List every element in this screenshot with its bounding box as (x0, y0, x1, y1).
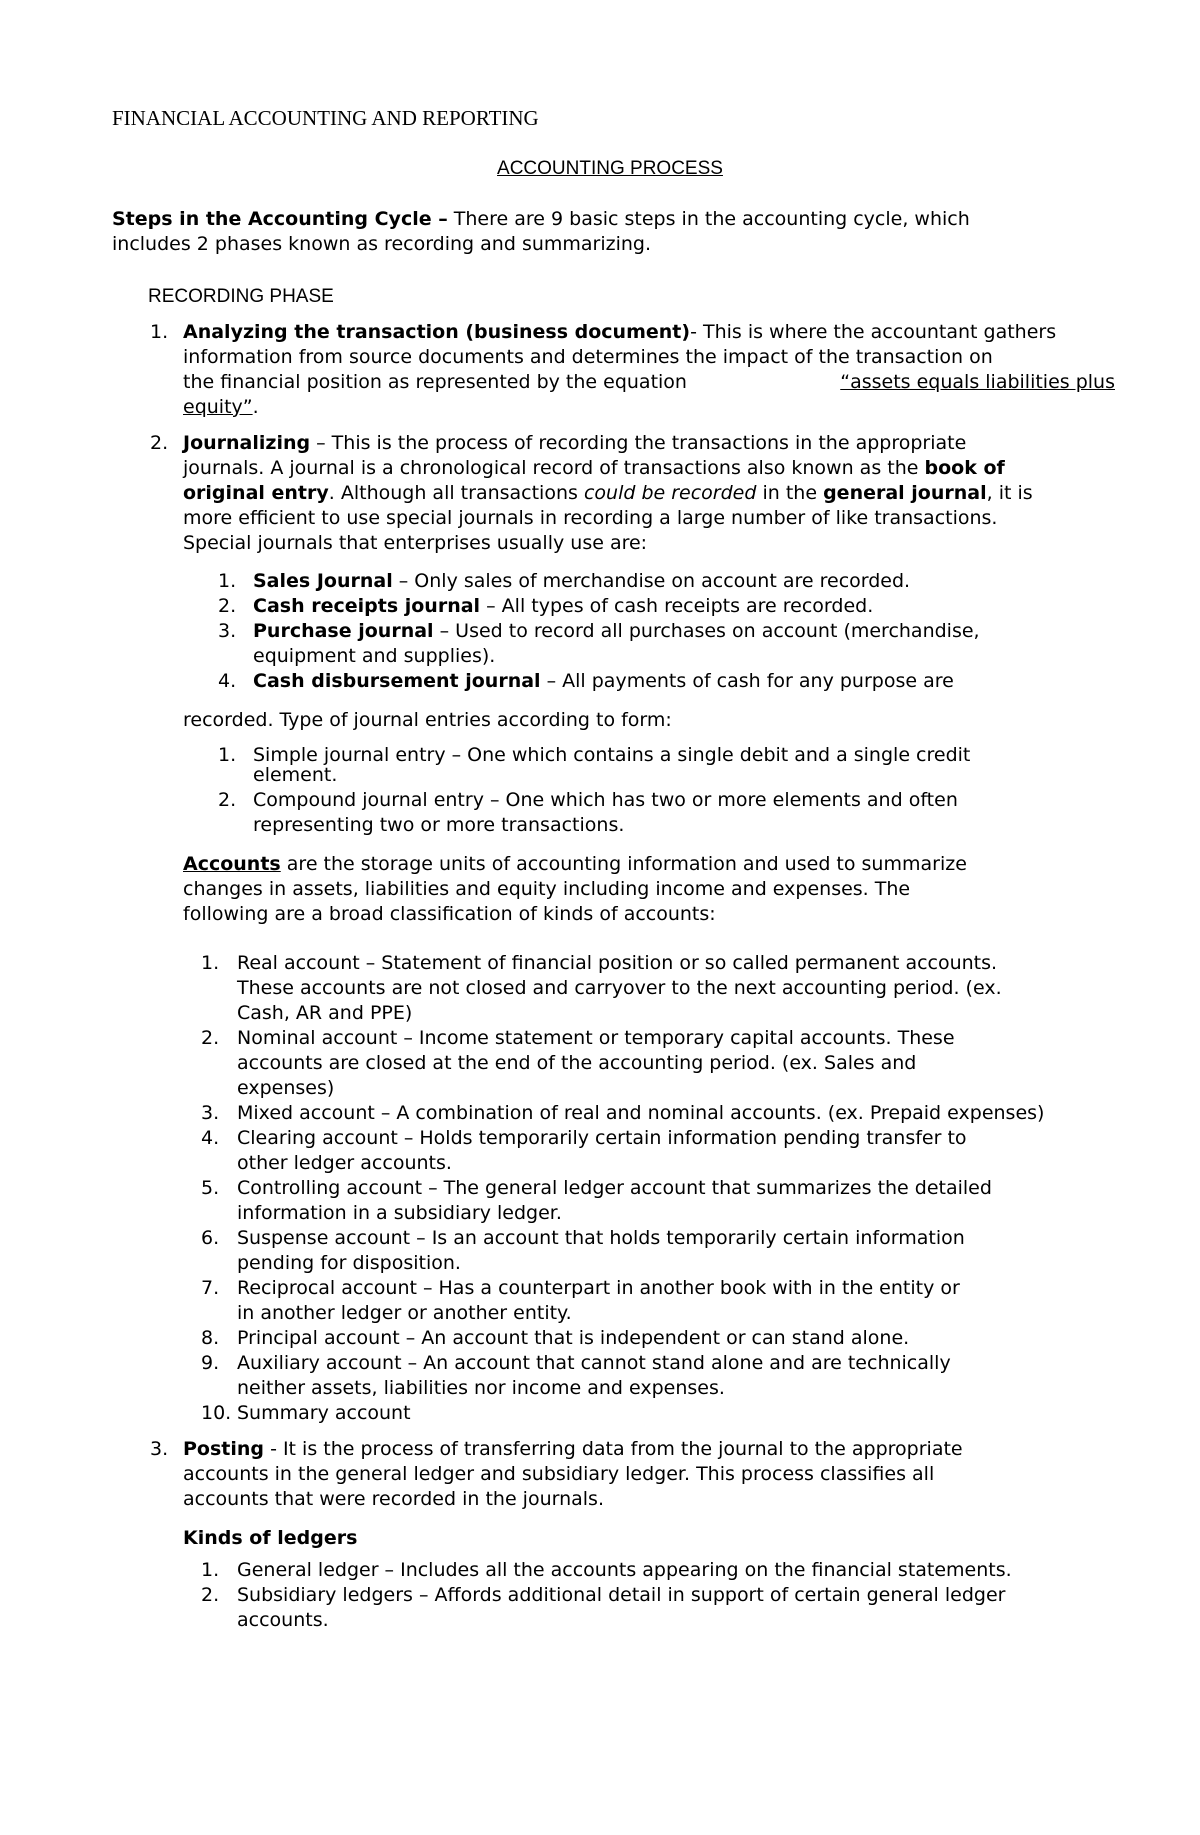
list-item: Cash disbursement journal – All payments of cash for any purpose are (253, 670, 954, 692)
list-number: 4. (201, 1127, 220, 1149)
step1-line-4: equity”. (183, 396, 259, 418)
step-number: 2. (150, 432, 169, 454)
step3-lead: Posting (183, 1438, 265, 1460)
list-item: Reciprocal account – Has a counterpart in another book with in the entity or (237, 1277, 960, 1299)
list-item: Controlling account – The general ledger account that summarizes the detailed (237, 1177, 992, 1199)
step2-line-4: more efficient to use special journals in recording a large number of like transactions. (183, 507, 998, 529)
equation-text: “assets equals liabilities plus (840, 371, 1115, 393)
list-number: 1. (218, 744, 237, 766)
step1-line-1: Analyzing the transaction (business document)- This is where the accountant gathers (183, 321, 1057, 343)
list-item-continued: These accounts are not closed and carryover to the next accounting period. (ex. (237, 977, 1002, 999)
list-item: Clearing account – Holds temporarily certain information pending transfer to (237, 1127, 967, 1149)
list-number: 2. (218, 595, 237, 617)
list-item-continued: Cash, AR and PPE) (237, 1002, 413, 1024)
list-item: Simple journal entry – One which contains a single debit and a single credit (253, 744, 971, 766)
list-number: 10. (201, 1402, 232, 1424)
list-number: 5. (201, 1177, 220, 1199)
step2-line-3: original entry. Although all transactions could be recorded in the general journal, it is (183, 482, 1033, 504)
list-item: Subsidiary ledgers – Affords additional detail in support of certain general ledger (237, 1584, 1006, 1606)
page-title: ACCOUNTING PROCESS (497, 158, 723, 179)
list-number: 6. (201, 1227, 220, 1249)
entry-forms-intro: recorded. Type of journal entries according to form: (183, 709, 672, 731)
list-item: Cash receipts journal – All types of cash receipts are recorded. (253, 595, 874, 617)
list-item: General ledger – Includes all the accounts appearing on the financial statements. (237, 1559, 1012, 1581)
list-item-continued: expenses) (237, 1077, 335, 1099)
list-number: 2. (218, 789, 237, 811)
intro-line-2: includes 2 phases known as recording and summarizing. (112, 233, 652, 255)
list-number: 3. (201, 1102, 220, 1124)
course-title: FINANCIAL ACCOUNTING AND REPORTING (112, 106, 539, 130)
list-item-continued: in another ledger or another entity. (237, 1302, 572, 1324)
list-item: Compound journal entry – One which has two or more elements and often (253, 789, 958, 811)
phase-heading: RECORDING PHASE (148, 286, 334, 307)
list-item: Real account – Statement of financial position or so called permanent accounts. (237, 952, 998, 974)
intro-lead: Steps in the Accounting Cycle – (112, 208, 448, 230)
step2-lead: Journalizing (183, 432, 311, 454)
list-item-continued: representing two or more transactions. (253, 814, 625, 836)
list-number: 1. (201, 952, 220, 974)
accounts-line-1: Accounts are the storage units of accounting information and used to summarize (183, 853, 967, 875)
step2-line-1: Journalizing – This is the process of recording the transactions in the appropriate (183, 432, 967, 454)
step-number: 3. (150, 1438, 169, 1460)
list-item: Purchase journal – Used to record all purchases on account (merchandise, (253, 620, 980, 642)
list-item: Auxiliary account – An account that cannot stand alone and are technically (237, 1352, 951, 1374)
list-item-continued: other ledger accounts. (237, 1152, 452, 1174)
step3-line-3: accounts that were recorded in the journals. (183, 1488, 604, 1510)
list-item-continued: accounts are closed at the end of the accounting period. (ex. Sales and (237, 1052, 917, 1074)
ledgers-heading: Kinds of ledgers (183, 1527, 358, 1549)
accounts-line-3: following are a broad classification of kinds of accounts: (183, 903, 716, 925)
step2-line-5: Special journals that enterprises usually use are: (183, 532, 648, 554)
list-number: 2. (201, 1027, 220, 1049)
list-number: 1. (218, 570, 237, 592)
list-number: 7. (201, 1277, 220, 1299)
accounts-term: Accounts (183, 853, 281, 875)
list-item: Sales Journal – Only sales of merchandise on account are recorded. (253, 570, 911, 592)
list-number: 4. (218, 670, 237, 692)
list-number: 2. (201, 1584, 220, 1606)
list-item: Principal account – An account that is independent or can stand alone. (237, 1327, 910, 1349)
list-item: Mixed account – A combination of real and nominal accounts. (ex. Prepaid expenses) (237, 1102, 1045, 1124)
list-item-continued: accounts. (237, 1609, 329, 1631)
list-item-continued: element. (253, 764, 338, 786)
list-item-continued: neither assets, liabilities nor income and expenses. (237, 1377, 725, 1399)
intro-line-1: Steps in the Accounting Cycle – There are 9 basic steps in the accounting cycle, which (112, 208, 970, 230)
list-item-continued: pending for disposition. (237, 1252, 461, 1274)
step1-line-3: the financial position as represented by the equation “assets equals liabilities plus (183, 371, 1115, 393)
list-item: Suspense account – Is an account that holds temporarily certain information (237, 1227, 965, 1249)
list-item-continued: information in a subsidiary ledger. (237, 1202, 562, 1224)
list-item-continued: equipment and supplies). (253, 645, 496, 667)
step2-line-2: journals. A journal is a chronological record of transactions also known as the book of (183, 457, 1005, 479)
step-number: 1. (150, 321, 169, 343)
accounts-line-2: changes in assets, liabilities and equity including income and expenses. The (183, 878, 911, 900)
step3-line-2: accounts in the general ledger and subsidiary ledger. This process classifies all (183, 1463, 935, 1485)
list-number: 8. (201, 1327, 220, 1349)
step1-line-2: information from source documents and determines the impact of the transaction on (183, 346, 993, 368)
list-number: 1. (201, 1559, 220, 1581)
step3-line-1: Posting - It is the process of transferring data from the journal to the appropriate (183, 1438, 963, 1460)
list-item: Nominal account – Income statement or temporary capital accounts. These (237, 1027, 955, 1049)
list-number: 3. (218, 620, 237, 642)
list-item: Summary account (237, 1402, 411, 1424)
list-number: 9. (201, 1352, 220, 1374)
step1-lead: Analyzing the transaction (business document) (183, 321, 691, 343)
